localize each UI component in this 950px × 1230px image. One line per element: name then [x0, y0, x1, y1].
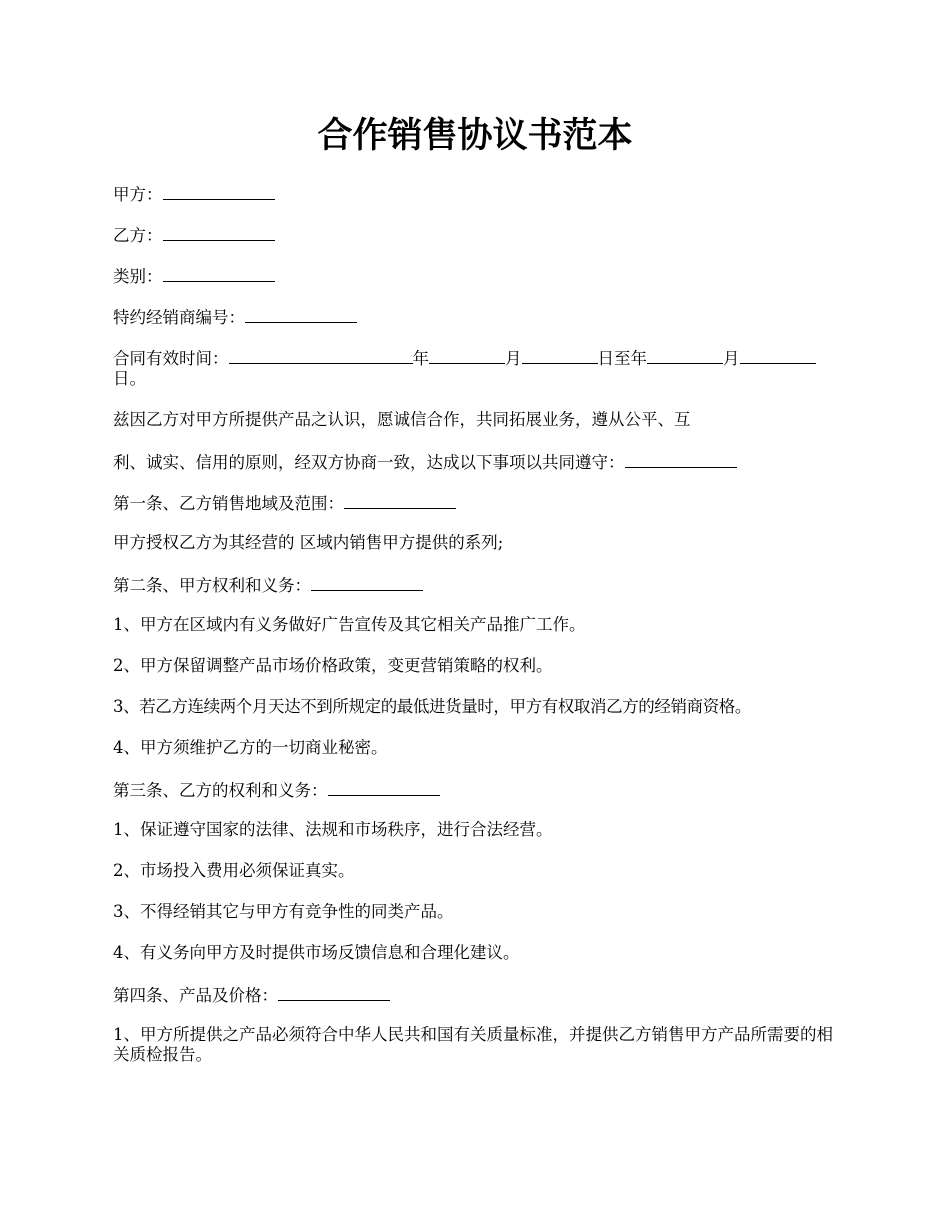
article-3-item: 4、有义务向甲方及时提供市场反馈信息和合理化建议。 [113, 943, 520, 962]
article-2-heading-text: 第二条、甲方权利和义务： [113, 576, 311, 595]
article-4-item: 1、甲方所提供之产品必须符合中华人民共和国有关质量标准，并提供乙方销售甲方产品所需要的相关质检报告。 [113, 1025, 833, 1064]
dealer-number-field [113, 306, 843, 328]
article-3-heading [113, 779, 843, 801]
article-2-heading [113, 574, 843, 596]
dealer-number-label: 特约经销商编号： [113, 308, 245, 327]
article-1-heading-text: 第一条、乙方销售地域及范围： [113, 494, 344, 513]
validity-day-to-year-text: 日至年 [597, 349, 647, 368]
category-label: 类别： [113, 267, 163, 286]
category-field [113, 265, 843, 287]
article-4-heading [113, 984, 843, 1006]
validity-label: 合同有效时间： [113, 349, 229, 368]
validity-blank-year [229, 347, 413, 364]
article-3-item: 2、市场投入费用必须保证真实。 [113, 861, 355, 880]
article-2-item: 4、甲方须维护乙方的一切商业秘密。 [113, 738, 388, 757]
party-a-label: 甲方： [113, 185, 163, 204]
article-2-item: 3、若乙方连续两个月天达不到所规定的最低进货量时，甲方有权取消乙方的经销商资格。 [113, 697, 751, 716]
article-2-item: 2、甲方保留调整产品市场价格政策，变更营销策略的权利。 [113, 656, 553, 675]
article-3-item: 1、保证遵守国家的法律、法规和市场秩序，进行合法经营。 [113, 820, 553, 839]
party-b-label: 乙方： [113, 226, 163, 245]
party-b-field [113, 224, 843, 246]
validity-day-end-text: 日。 [113, 369, 146, 388]
preamble-line-1: 兹因乙方对甲方所提供产品之认识，愿诚信合作，共同拓展业务，遵从公平、互 [113, 410, 691, 429]
validity-blank-month2 [647, 347, 723, 364]
article-3-blank [328, 779, 440, 796]
validity-blank-day2 [740, 347, 816, 364]
validity-blank-month1 [429, 347, 505, 364]
validity-year-text: 年 [412, 349, 429, 368]
article-3-item: 3、不得经销其它与甲方有竞争性的同类产品。 [113, 902, 454, 921]
article-1-blank [344, 492, 456, 509]
article-2-blank [311, 574, 423, 591]
document-title: 合作销售协议书范本 [317, 115, 633, 156]
party-a-blank [163, 183, 275, 200]
article-1-heading [113, 492, 843, 514]
article-4-blank [278, 984, 390, 1001]
preamble-line-2-text: 利、诚实、信用的原则，经双方协商一致，达成以下事项以共同遵守： [113, 453, 625, 472]
article-3-heading-text: 第三条、乙方的权利和义务： [113, 781, 328, 800]
article-1-text: 甲方授权乙方为其经营的 区域内销售甲方提供的系列; [113, 533, 504, 552]
category-blank [163, 265, 275, 282]
dealer-number-blank [245, 306, 357, 323]
party-b-blank [163, 224, 275, 241]
article-4-heading-text: 第四条、产品及价格： [113, 986, 278, 1005]
validity-month2-text: 月 [723, 349, 740, 368]
preamble-line-2 [113, 451, 843, 473]
validity-blank-day1 [522, 347, 598, 364]
article-2-item: 1、甲方在区域内有义务做好广告宣传及其它相关产品推广工作。 [113, 615, 586, 634]
party-a-field [113, 183, 843, 205]
validity-month-text: 月 [505, 349, 522, 368]
preamble-blank [625, 451, 737, 468]
validity-period-field [113, 347, 843, 389]
